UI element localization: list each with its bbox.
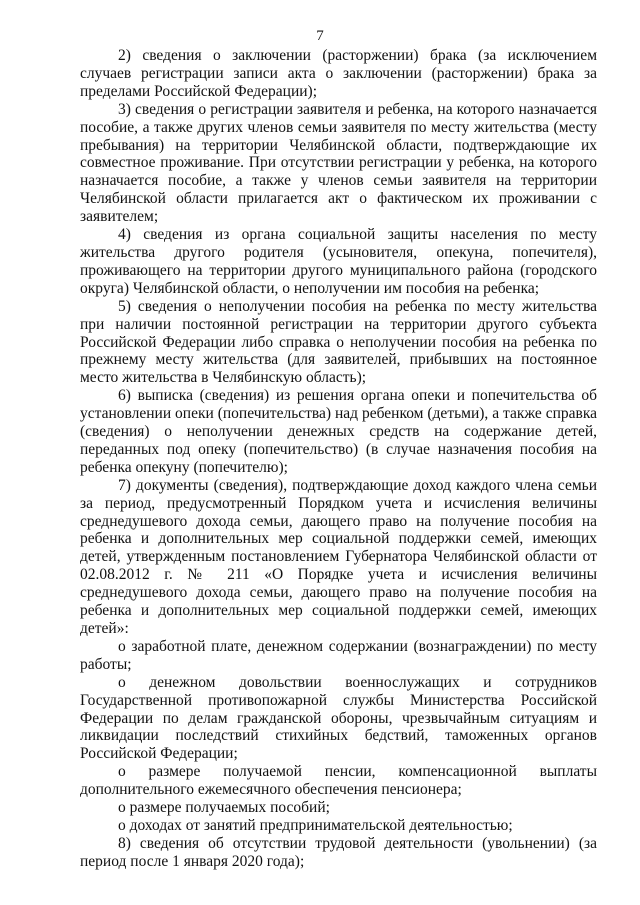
paragraph-item-3: 3) сведения о регистрации заявителя и ребенка, на которого назначается пособие, а также других членов семьи заявителя по месту жительства (месту пребывания) на территории Челябинской области, подтверждающие их совместное проживание. При отсутствии регистрации у ребенка, на которого назначается пособие, а также у членов семьи заявителя на территории Челябинской области прилагается акт о фактическом их проживании с заявителем; [80, 100, 597, 226]
income-subitem-salary: о заработной плате, денежном содержании (вознаграждении) по месту работы; [80, 637, 597, 673]
paragraph-item-4: 4) сведения из органа социальной защиты населения по месту жительства другого родителя (усыновителя, опекуна, попечителя), проживающего на территории другого муниципального района (городского округа) Челябинской области, о неполучении им пособия на ребенка; [80, 226, 597, 297]
document-body [80, 47, 597, 871]
paragraph-item-8: 8) сведения об отсутствии трудовой деятельности (увольнении) (за период после 1 января 2020 года); [80, 834, 597, 870]
income-subitem-benefits: о размере получаемых пособий; [118, 799, 330, 817]
income-subitem-military-allowance: о денежном довольствии военнослужащих и сотрудников Государственной противопожарной службы Министерства Российской Федерации по делам гражданской обороны, чрезвычайным ситуациям и ликвидации последствий стихийных бедствий, таможенных органов Российской Федерации; [80, 673, 597, 763]
income-subitem-business: о доходах от занятий предпринимательской деятельностью; [118, 816, 513, 834]
income-subitem-pension: о размере получаемой пенсии, компенсационной выплаты дополнительного ежемесячного обеспечения пенсионера; [80, 763, 597, 799]
paragraph-item-7: 7) документы (сведения), подтверждающие доход каждого члена семьи за период, предусмотренный Порядком учета и исчисления величины среднедушевого дохода семьи, дающего право на получение пособия на ребенка и дополнительных мер социальной поддержки семей, имеющих детей, утвержденным постановлением Губернатора Челябинской области от 02.08.2012 г. № 211 «О Порядке учета и исчисления величины среднедушевого дохода семьи, дающего право на получение пособия на ребенка и дополнительных мер социальной поддержки семей, имеющих детей»: [80, 476, 597, 637]
page-number: 7 [316, 28, 324, 44]
paragraph-item-2: 2) сведения о заключении (расторжении) брака (за исключением случаев регистрации записи акта о заключении (расторжении) брака за пределами Российской Федерации); [80, 47, 597, 100]
paragraph-item-5: 5) сведения о неполучении пособия на ребенка по месту жительства при наличии постоянной регистрации на территории другого субъекта Российской Федерации либо справка о неполучении пособия на ребенка по прежнему месту жительства (для заявителей, прибывших на постоянное место жительства в Челябинскую область); [80, 297, 597, 387]
paragraph-item-6: 6) выписка (сведения) из решения органа опеки и попечительства об установлении опеки (попечительства) над ребенком (детьми), а также справка (сведения) о неполучении денежных средств на содержание детей, переданных под опеку (попечительство) (в случае назначения пособия на ребенка опекуну (попечителю); [80, 387, 597, 476]
